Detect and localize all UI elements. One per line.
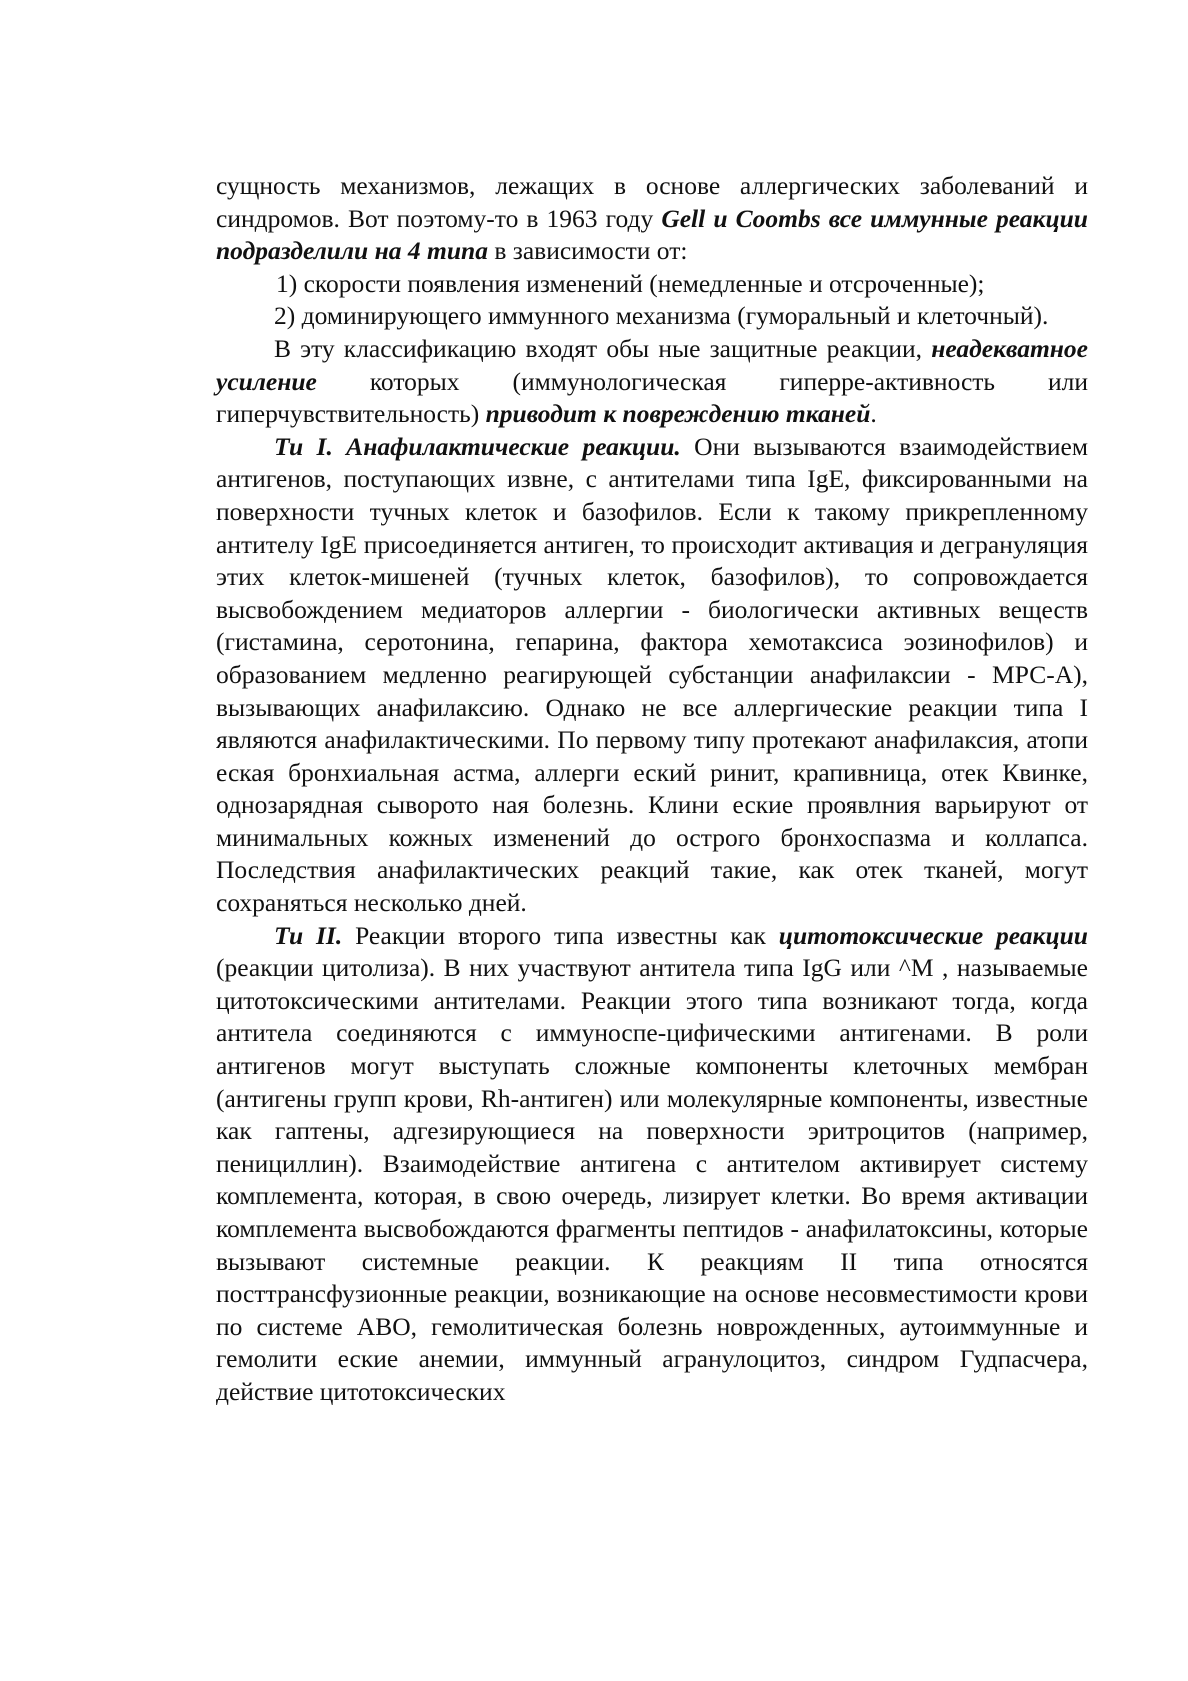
list-item-2: 2) доминирующего иммунного механизма (гуморальный и клеточный). bbox=[274, 301, 1049, 331]
paragraph-intro bbox=[216, 170, 1088, 268]
text-run: . bbox=[870, 399, 877, 429]
list-item-1: 1) скорости появления изменений (немедленные и отсроченные); bbox=[276, 268, 985, 298]
paragraph-type-2 bbox=[216, 920, 1088, 1409]
text-run: (реакции цитолиза). В них участвуют антитела типа IgG или ^M , называемые цитотоксическими антителами. Реакции этого типа возникают тогда, когда антитела соединяются с иммуноспе-цифическими антигенами. В роли антигенов могут выступать сложные компоненты клеточных мембран (антигены групп крови, Rh-антиген) или молекулярные компоненты, известные как гаптены, адгезирующиеся на поверхности эритроцитов (например, пенициллин). Взаимодействие антигена с антителом активирует систему комплемента, которая, в свою очередь, лизирует клетки. Во время активации комплемента высвобождаются фрагменты пептидов - анафилатоксины, которые вызывают системные реакции. К реакциям II типа относятся посттрансфузионные реакции, возникающие на основе несовместимости крови по системе АВО, гемолитическая болезнь новрожденных, аутоиммунные и гемолити еские анемии, иммунный агранулоцитоз, синдром Гудпасчера, действие цитотоксических bbox=[216, 953, 1088, 1406]
emphasis-run: Gell и Coombs все иммунные реакции подразделили на 4 типа bbox=[216, 203, 1088, 266]
emphasis-run: цитотоксические реакции bbox=[778, 920, 1088, 950]
text-run: сущность механизмов, лежащих в основе аллергических заболеваний и синдромов. Вот поэтому-то в 1963 году bbox=[216, 171, 1088, 233]
document-page bbox=[216, 170, 1088, 1409]
section-heading-type-2: Ти II. bbox=[274, 920, 343, 950]
text-run: которых (иммунологическая гиперре-активность или гиперчувствительность) bbox=[216, 366, 1088, 429]
paragraph-classification bbox=[216, 333, 1088, 431]
text-run: Они вызываются взаимодействием антигенов, поступающих извне, с антителами типа IgE, фиксированными на поверхности тучных клеток и базофилов. Если к такому прикрепленному антителу IgE присоединяется антиген, то происходит активация и дегрануляция этих клеток-мишеней (тучных клеток, базофилов), то сопровождается высвобождением медиаторов аллергии - биологически активных веществ (гистамина, серотонина, гепарина, фактора хемотаксиса эозинофилов) и образованием медленно реагирующей субстанции анафилаксии - МРС-А), вызывающих анафилаксию. Однако не все аллергические реакции типа I являются анафилактическими. По первому типу протекают анафилаксия, атопи еская бронхиальная астма, аллерги еский ринит, крапивница, отек Квинке, однозарядная сыворото ная болезнь. Клини еские проявлния варьируют от минимальных кожных изменений до острого бронхоспазма и коллапса. Последствия анафилактических реакций такие, как отек тканей, могут сохраняться несколько дней. bbox=[216, 431, 1088, 918]
paragraph-type-1 bbox=[216, 431, 1088, 920]
emphasis-run: приводит к повреждению тканей bbox=[485, 399, 871, 429]
text-run: В эту классификацию входят обы ные защитные реакции, bbox=[274, 333, 932, 363]
text-run: Реакции второго типа известны как bbox=[342, 920, 779, 950]
emphasis-run: неадекватное усиление bbox=[216, 333, 1088, 396]
section-heading-type-1: Ти I. Анафилактические реакции. bbox=[274, 431, 681, 461]
text-run: в зависимости от: bbox=[487, 236, 688, 266]
